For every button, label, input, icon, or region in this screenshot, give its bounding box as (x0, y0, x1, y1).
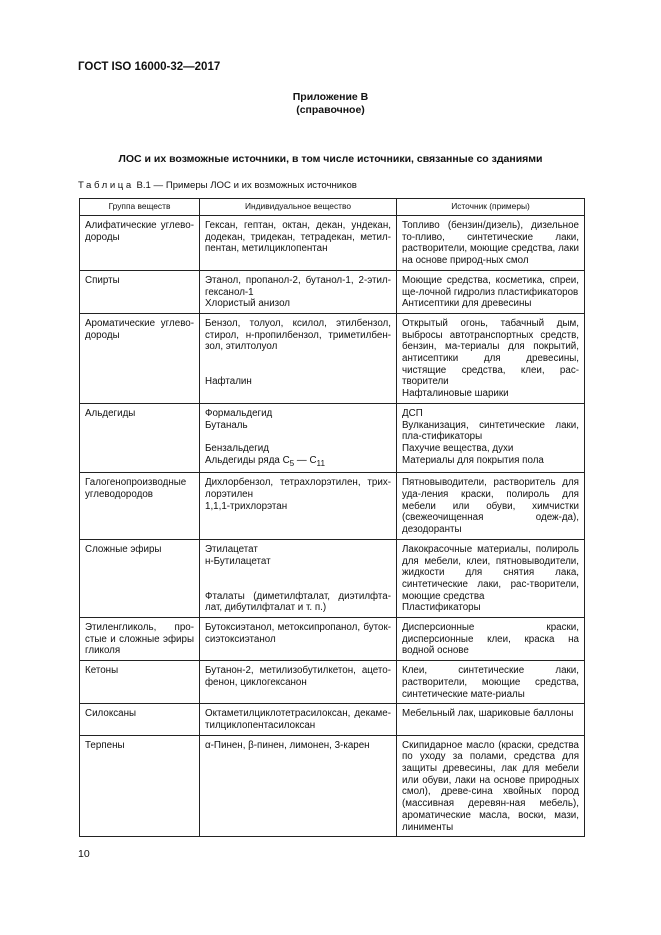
header-group: Группа веществ (80, 199, 200, 216)
cell-group: Силоксаны (80, 704, 200, 735)
cell-group: Алифатические углево-дороды (80, 216, 200, 271)
cell-group: Терпены (80, 735, 200, 837)
cell-line: Дисперсионные краски, дисперсионные клеи, краска на водной основе (402, 622, 579, 657)
cell-line: Октаметилциклотетрасилоксан, декаме-тилциклопентасилоксан (205, 708, 391, 731)
cell-line: Топливо (бензин/дизель), дизельное то-пливо, синтетические лаки, растворители, моющие средства, лаки на основе природ-ных смол (402, 220, 579, 267)
cell-line: Моющие средства, косметика, спреи, ще-лочной гидролиз пластификаторов (402, 274, 579, 298)
section-heading: ЛОС и их возможные источники, в том числе источники, связанные со зданиями (118, 153, 543, 165)
cell-sources (397, 473, 585, 540)
table-row (80, 216, 585, 271)
cell-line: Фталаты (диметилфталат, диэтилфта-лат, дибутилфталат и т. п.) (205, 590, 391, 614)
cell-line (205, 567, 391, 579)
cell-line (205, 365, 391, 377)
cell-line: Дихлорбензол, тетрахлорэтилен, трих-лорэтилен (205, 477, 391, 500)
table-caption-label: Таблица (78, 180, 134, 191)
cell-line: Формальдегид (205, 407, 273, 419)
header-source: Источник (примеры) (397, 199, 585, 216)
cell-sources (397, 735, 585, 837)
annex-subtitle: (справочное) (296, 104, 365, 116)
table-row (80, 539, 585, 617)
cell-group: Этиленгликоль, про-стые и сложные эфиры гликоля (80, 618, 200, 661)
table-caption-text: В.1 — Примеры ЛОС и их возможных источников (133, 180, 357, 191)
document-header: ГОСТ ISO 16000-32—2017 (78, 61, 221, 73)
cell-line: Хлористый анизол (205, 298, 291, 310)
cell-line: Бутоксиэтанол, метоксипропанол, буток-сиэтоксиэтанол (205, 622, 391, 645)
cell-line: Антисептики для древесины (402, 298, 532, 310)
cell-line: Клеи, синтетические лаки, растворители, моющие средства, синтетические мате-риалы (402, 665, 579, 700)
cell-group: Ароматические углево-дороды (80, 313, 200, 403)
cell-group: Сложные эфиры (80, 539, 200, 617)
annex-title: Приложение В (292, 91, 369, 103)
table-row (80, 704, 585, 735)
table-row (80, 270, 585, 313)
cell-substances (200, 270, 397, 313)
cell-substances (200, 473, 397, 540)
cell-sources (397, 270, 585, 313)
cell-line: Бутанон-2, метилизобутилкетон, ацето-фенон, циклогексанон (205, 665, 391, 688)
cell-substances (200, 216, 397, 271)
cell-line: Лакокрасочные материалы, полироль для мебели, клеи, пятновыводители, жидкости для снятия лака, синтетические лаки, рас-творители, моющие средства (402, 543, 579, 602)
cell-line: Нафталин (205, 376, 252, 388)
page-number: 10 (78, 848, 90, 860)
cell-line: ДСП (402, 407, 423, 419)
table-row (80, 313, 585, 403)
cell-line: Этилацетат (205, 543, 258, 555)
cell-line: Пахучие вещества, духи (402, 442, 514, 454)
cell-line: 1,1,1-трихлорэтан (205, 500, 288, 512)
header-substance: Индивидуальное вещество (200, 199, 397, 216)
cell-group: Кетоны (80, 661, 200, 704)
cell-group: Альдегиды (80, 403, 200, 472)
table-row (80, 661, 585, 704)
cell-line: Вулканизация, синтетические лаки, пла-стификаторы (402, 419, 579, 443)
cell-line: Пластификаторы (402, 602, 481, 614)
cell-substances (200, 618, 397, 661)
table-row (80, 473, 585, 540)
cell-substances (200, 403, 397, 472)
cell-sources (397, 618, 585, 661)
cell-line: Альдегиды ряда $C_5$ — $C_{11}$ (205, 454, 325, 468)
cell-line: α-Пинен, β-пинен, лимонен, 3-карен (205, 739, 370, 751)
cell-substances (200, 539, 397, 617)
cell-line: н-Бутилацетат (205, 555, 271, 567)
cell-substances (200, 313, 397, 403)
cell-line (205, 579, 391, 591)
cell-line: Нафталиновые шарики (402, 388, 509, 400)
cell-line: Открытый огонь, табачный дым, выбросы автотранспортных средств, бензин, ма-териалы для покрытий, антисептики для древесины, чистящие средства, клеи, рас-творители (402, 317, 579, 388)
cell-line (205, 431, 391, 443)
cell-substances (200, 661, 397, 704)
cell-line: Бензальдегид (205, 442, 269, 454)
cell-line: Скипидарное масло (краски, средства по уходу за полами, средства для защиты древесины, лак для мебели или обуви, лаки на основе природных смол), древе-сина хвойных пород (массивная деревян-ная мебель), ароматические масла, воски, мази, линименты (402, 739, 579, 833)
table-header-row (80, 199, 585, 216)
cell-line: Пятновыводители, растворитель для уда-ления краски, полироль для мебели или обуви, химчистки (свежеочищенная одеж-да), дезодоранты (402, 477, 579, 536)
cell-line: Бутаналь (205, 419, 248, 431)
cell-line: Материалы для покрытия пола (402, 454, 544, 466)
cell-substances (200, 704, 397, 735)
cell-sources (397, 313, 585, 403)
annex-title-block (0, 91, 661, 117)
cell-sources (397, 661, 585, 704)
cell-line: Этанол, пропанол-2, бутанол-1, 2-этил-гексанол-1 (205, 274, 391, 298)
cell-sources (397, 216, 585, 271)
cell-group: Спирты (80, 270, 200, 313)
voc-sources-table (79, 198, 585, 837)
cell-sources (397, 539, 585, 617)
table-row (80, 618, 585, 661)
table-row (80, 735, 585, 837)
cell-substances (200, 735, 397, 837)
cell-line: Мебельный лак, шариковые баллоны (402, 708, 574, 720)
table-caption (78, 180, 357, 191)
table-body (80, 216, 585, 837)
cell-group: Галогенопроизводные углеводородов (80, 473, 200, 540)
cell-line: Бензол, толуол, ксилол, этилбензол, стирол, н-пропилбензол, триметилбен-зол, этилтолуол (205, 317, 391, 353)
table-row (80, 403, 585, 472)
cell-line: Гексан, гептан, октан, декан, ундекан, додекан, тридекан, тетрадекан, метил-пентан, метилциклопентан (205, 220, 391, 255)
cell-sources (397, 403, 585, 472)
cell-line (205, 353, 391, 365)
cell-sources (397, 704, 585, 735)
